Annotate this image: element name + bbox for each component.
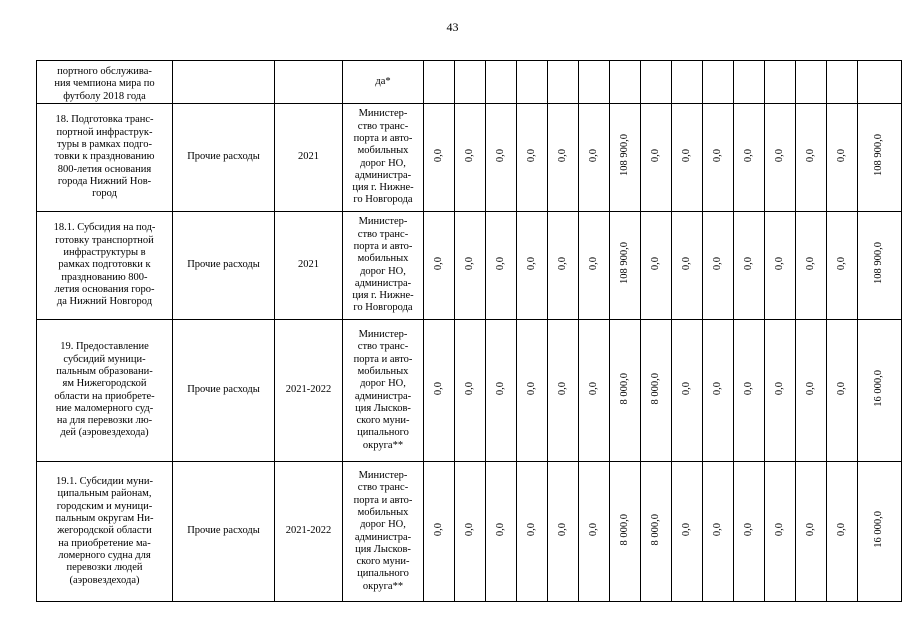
amount-cell: [579, 320, 610, 462]
amount-cell: [455, 104, 486, 212]
expense-type-cell: Прочие расходы: [173, 462, 275, 602]
cell-value: 0,0: [432, 381, 444, 395]
amount-cell: [517, 462, 548, 602]
cell-value: 0,0: [587, 256, 599, 270]
table-row: [37, 320, 902, 462]
cell-value: 0,0: [835, 148, 847, 162]
cell-value: 0,0: [587, 522, 599, 536]
amount-cell: [765, 462, 796, 602]
amount-cell: [579, 104, 610, 212]
expense-type-cell: Прочие расходы: [173, 212, 275, 320]
period-cell: 2021: [275, 104, 343, 212]
amount-cell: [796, 212, 827, 320]
amount-cell: [641, 462, 672, 602]
amount-cell: [672, 212, 703, 320]
cell-value: 0,0: [587, 381, 599, 395]
cell-value: 0,0: [556, 148, 568, 162]
cell-value: 0,0: [835, 381, 847, 395]
executor-cell: Министер- ство транс- порта и авто- мобильных дорог НО, администра- ция Лысков- ского муни- ципального округа**: [343, 320, 424, 462]
amount-cell: [610, 104, 641, 212]
amount-cell: [765, 320, 796, 462]
amount-cell: [827, 320, 858, 462]
measure-name-cell: 19.1. Субсидии муни- ципальным районам, городским и муници- пальным округам Ни- жегородской области на приобретение ма- ломерного судна для перевозки людей (аэровездехода): [37, 462, 173, 602]
cell-value: 108 900,0: [873, 134, 885, 177]
cell-value: 0,0: [680, 522, 692, 536]
budget-table: [36, 60, 902, 602]
cell-value: 8 000,0: [618, 513, 630, 546]
expense-type-cell: Прочие расходы: [173, 320, 275, 462]
table-row: [37, 462, 902, 602]
amount-cell: [548, 320, 579, 462]
amount-cell: [858, 462, 902, 602]
amount-cell: [858, 212, 902, 320]
amount-cell: [548, 212, 579, 320]
amount-cell: [455, 462, 486, 602]
amount-cell: [486, 61, 517, 104]
amount-cell: [424, 61, 455, 104]
amount-cell: [672, 462, 703, 602]
amount-cell: [424, 462, 455, 602]
amount-cell: [486, 320, 517, 462]
executor-cell: Министер- ство транс- порта и авто- мобильных дорог НО, администра- ция г. Нижне- го Новгорода: [343, 212, 424, 320]
amount-cell: [827, 61, 858, 104]
cell-value: 16 000,0: [873, 510, 885, 548]
cell-value: 0,0: [835, 256, 847, 270]
table-row: [37, 212, 902, 320]
amount-cell: [641, 61, 672, 104]
cell-value: 0,0: [804, 148, 816, 162]
amount-cell: [610, 212, 641, 320]
period-cell: 2021: [275, 212, 343, 320]
cell-value: 0,0: [680, 148, 692, 162]
amount-cell: [765, 104, 796, 212]
cell-value: 0,0: [711, 148, 723, 162]
amount-cell: [672, 61, 703, 104]
amount-cell: [796, 320, 827, 462]
cell-value: 8 000,0: [618, 372, 630, 405]
table-row: [37, 61, 902, 104]
amount-cell: [703, 212, 734, 320]
amount-cell: [858, 61, 902, 104]
cell-value: 0,0: [494, 381, 506, 395]
executor-cell: Министер- ство транс- порта и авто- мобильных дорог НО, администра- ция Лысков- ского муни- ципального округа**: [343, 462, 424, 602]
amount-cell: [703, 462, 734, 602]
amount-cell: [827, 104, 858, 212]
amount-cell: [765, 61, 796, 104]
cell-value: 108 900,0: [873, 242, 885, 285]
amount-cell: [796, 104, 827, 212]
cell-value: 0,0: [804, 256, 816, 270]
amount-cell: [796, 61, 827, 104]
cell-value: 0,0: [556, 381, 568, 395]
cell-value: 0,0: [773, 148, 785, 162]
period-cell: 2021-2022: [275, 320, 343, 462]
amount-cell: [703, 320, 734, 462]
amount-cell: [548, 61, 579, 104]
amount-cell: [641, 320, 672, 462]
executor-cell: Министер- ство транс- порта и авто- мобильных дорог НО, администра- ция г. Нижне- го Новгорода: [343, 104, 424, 212]
amount-cell: [827, 462, 858, 602]
cell-value: 0,0: [525, 381, 537, 395]
cell-value: 0,0: [742, 381, 754, 395]
amount-cell: [734, 462, 765, 602]
amount-cell: [734, 61, 765, 104]
amount-cell: [641, 104, 672, 212]
amount-cell: [734, 104, 765, 212]
page-number: 43: [446, 20, 459, 34]
cell-value: 0,0: [463, 522, 475, 536]
cell-value: 0,0: [432, 148, 444, 162]
executor-cell: да*: [343, 61, 424, 104]
period-cell: 2021-2022: [275, 462, 343, 602]
amount-cell: [672, 104, 703, 212]
cell-value: 0,0: [463, 148, 475, 162]
cell-value: 8 000,0: [649, 372, 661, 405]
cell-value: 0,0: [587, 148, 599, 162]
cell-value: 0,0: [494, 256, 506, 270]
cell-value: 0,0: [773, 256, 785, 270]
amount-cell: [579, 61, 610, 104]
cell-value: 108 900,0: [618, 134, 630, 177]
cell-value: 0,0: [773, 381, 785, 395]
amount-cell: [858, 104, 902, 212]
cell-value: 0,0: [432, 256, 444, 270]
amount-cell: [517, 104, 548, 212]
amount-cell: [517, 212, 548, 320]
cell-value: 0,0: [680, 381, 692, 395]
cell-value: 0,0: [742, 522, 754, 536]
amount-cell: [455, 320, 486, 462]
cell-value: 0,0: [556, 256, 568, 270]
amount-cell: [548, 462, 579, 602]
amount-cell: [455, 61, 486, 104]
amount-cell: [765, 212, 796, 320]
amount-cell: [424, 212, 455, 320]
amount-cell: [703, 104, 734, 212]
cell-value: 0,0: [711, 256, 723, 270]
amount-cell: [517, 61, 548, 104]
amount-cell: [486, 462, 517, 602]
amount-cell: [486, 104, 517, 212]
cell-value: 0,0: [649, 256, 661, 270]
amount-cell: [455, 212, 486, 320]
amount-cell: [548, 104, 579, 212]
amount-cell: [579, 212, 610, 320]
budget-table-body: [37, 61, 902, 602]
cell-value: 0,0: [711, 522, 723, 536]
cell-value: 0,0: [494, 522, 506, 536]
cell-value: 0,0: [494, 148, 506, 162]
cell-value: 0,0: [742, 148, 754, 162]
cell-value: 0,0: [835, 522, 847, 536]
expense-type-cell: Прочие расходы: [173, 104, 275, 212]
amount-cell: [610, 462, 641, 602]
amount-cell: [672, 320, 703, 462]
amount-cell: [734, 320, 765, 462]
cell-value: 0,0: [525, 256, 537, 270]
cell-value: 0,0: [556, 522, 568, 536]
cell-value: 16 000,0: [873, 369, 885, 407]
measure-name-cell: 18.1. Субсидия на под- готовку транспортной инфраструктуры в рамках подготовки к празднованию 800- летия основания горо- да Нижний Новгород: [37, 212, 173, 320]
cell-value: 0,0: [804, 522, 816, 536]
amount-cell: [641, 212, 672, 320]
amount-cell: [858, 320, 902, 462]
amount-cell: [424, 320, 455, 462]
amount-cell: [424, 104, 455, 212]
measure-name-cell: портного обслужива- ния чемпиона мира по футболу 2018 года: [37, 61, 173, 104]
cell-value: 0,0: [680, 256, 692, 270]
expense-type-cell: [173, 61, 275, 104]
cell-value: 0,0: [463, 381, 475, 395]
cell-value: 108 900,0: [618, 242, 630, 285]
period-cell: [275, 61, 343, 104]
cell-value: 0,0: [773, 522, 785, 536]
amount-cell: [579, 462, 610, 602]
cell-value: 0,0: [711, 381, 723, 395]
amount-cell: [486, 212, 517, 320]
table-row: [37, 104, 902, 212]
cell-value: 0,0: [649, 148, 661, 162]
cell-value: 0,0: [525, 522, 537, 536]
amount-cell: [610, 61, 641, 104]
measure-name-cell: 18. Подготовка транс- портной инфраструк- туры в рамках подго- товки к празднованию 800-летия основания города Нижний Нов- город: [37, 104, 173, 212]
amount-cell: [827, 212, 858, 320]
cell-value: 0,0: [525, 148, 537, 162]
cell-value: 0,0: [804, 381, 816, 395]
cell-value: 8 000,0: [649, 513, 661, 546]
measure-name-cell: 19. Предоставление субсидий муници- пальным образовани- ям Нижегородской области на приобрете- ние маломерного суд- на для перевозки лю- дей (аэровездехода): [37, 320, 173, 462]
cell-value: 0,0: [463, 256, 475, 270]
cell-value: 0,0: [432, 522, 444, 536]
amount-cell: [734, 212, 765, 320]
amount-cell: [610, 320, 641, 462]
amount-cell: [796, 462, 827, 602]
cell-value: 0,0: [742, 256, 754, 270]
amount-cell: [517, 320, 548, 462]
amount-cell: [703, 61, 734, 104]
